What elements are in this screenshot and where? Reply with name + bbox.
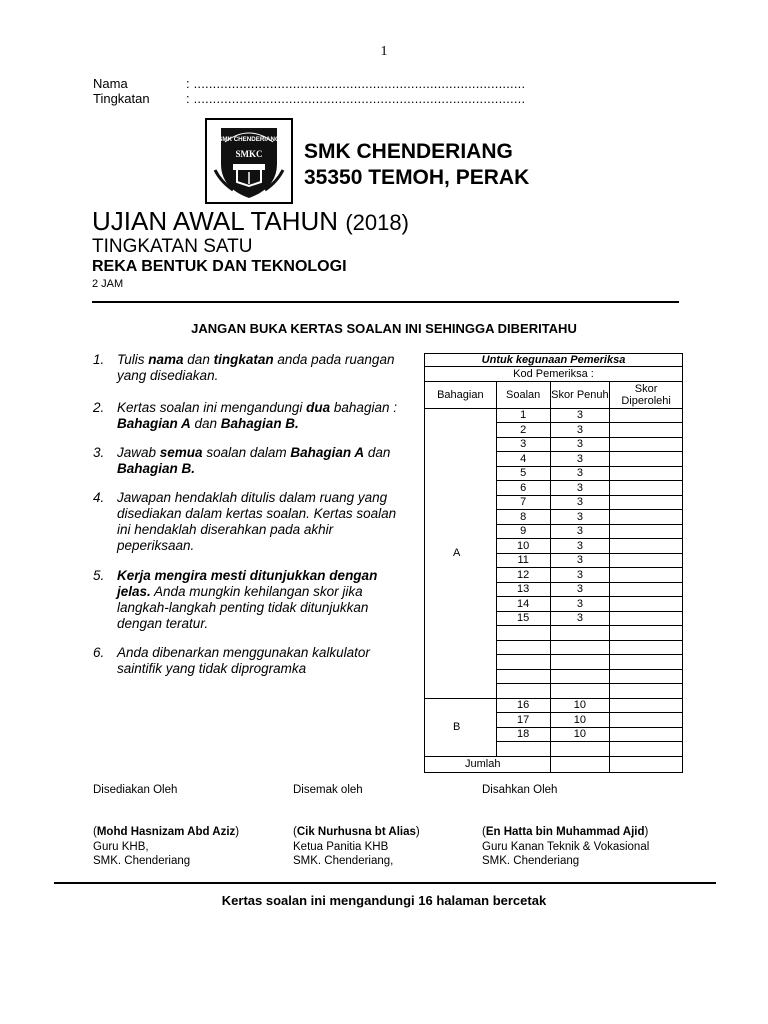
instruction-fragment: dan [190, 416, 221, 431]
instruction-text [117, 490, 403, 554]
full-score [550, 640, 610, 655]
paren-close: ) [235, 826, 240, 838]
question-number: 14 [496, 597, 550, 612]
obtained-score[interactable] [610, 524, 683, 539]
exam-title-year: (2018) [345, 210, 409, 235]
full-score [550, 655, 610, 670]
full-score: 3 [550, 510, 610, 525]
obtained-score[interactable] [610, 713, 683, 728]
signatory-name-line [293, 825, 420, 840]
full-score: 3 [550, 524, 610, 539]
question-number [496, 626, 550, 641]
obtained-score[interactable] [610, 495, 683, 510]
obtained-score[interactable] [610, 408, 683, 423]
signature-block [482, 825, 649, 869]
page-count-note: Kertas soalan ini mengandungi 16 halaman bercetak [221, 893, 547, 908]
section-label: A [425, 408, 497, 698]
instruction-fragment: dan [364, 445, 391, 460]
question-number: 16 [496, 698, 550, 713]
question-number: 2 [496, 423, 550, 438]
instruction-number: 6. [93, 645, 105, 660]
full-score: 3 [550, 423, 610, 438]
instruction-item [93, 490, 403, 554]
signatory-school: SMK. Chenderiang, [293, 855, 394, 867]
instruction-fragment: Tulis [117, 352, 149, 367]
examiner-code: Kod Pemeriksa : [425, 367, 683, 382]
score-table [424, 353, 683, 773]
table-title-row [425, 354, 683, 367]
column-header: Skor Penuh [550, 381, 610, 408]
obtained-score[interactable] [610, 553, 683, 568]
full-score: 3 [550, 495, 610, 510]
signatory-name-line [93, 825, 239, 840]
paren-close: ) [415, 826, 420, 838]
obtained-score[interactable] [610, 510, 683, 525]
instruction-fragment: soalan dalam [202, 445, 291, 460]
instruction-fragment: Jawapan hendaklah ditulis dalam ruang yang disediakan dalam kertas soalan. Kertas soalan ini hendaklah diserahkan pada akhir peperiksaan. [117, 490, 397, 553]
form-label: Tingkatan [93, 91, 150, 106]
question-number: 17 [496, 713, 550, 728]
question-number: 18 [496, 727, 550, 742]
instruction-emphasis: tingkatan [213, 352, 274, 367]
paren-close: ) [644, 826, 649, 838]
full-score: 3 [550, 553, 610, 568]
instruction-item [93, 645, 403, 677]
full-score: 10 [550, 713, 610, 728]
signatory-title: Guru KHB, [93, 840, 149, 853]
instruction-fragment: anda pada ruangan yang disediakan. [117, 352, 395, 383]
column-header: Skor Diperolehi [610, 381, 683, 408]
total-full-score [550, 756, 610, 772]
question-number: 1 [496, 408, 550, 423]
instruction-number: 3. [93, 445, 105, 460]
exam-form: TINGKATAN SATU [92, 236, 253, 257]
instruction-number: 4. [93, 490, 105, 505]
signature-block [93, 825, 239, 869]
full-score [550, 684, 610, 699]
instruction-fragment: Anda mungkin kehilangan skor jika langkah-langkah penting tidak ditunjukkan dengan teratur. [117, 584, 369, 631]
full-score: 3 [550, 452, 610, 467]
instruction-emphasis: dua [306, 400, 331, 415]
obtained-score[interactable] [610, 568, 683, 583]
instruction-fragment: dan [183, 352, 214, 367]
instruction-emphasis: Bahagian A [117, 416, 191, 431]
instruction-text [117, 645, 403, 677]
school-address: 35350 TEMOH, PERAK [304, 166, 530, 189]
page-number: 1 [380, 44, 388, 59]
full-score: 3 [550, 568, 610, 583]
full-score: 3 [550, 611, 610, 626]
name-field-line[interactable]: : ....................................................................................... [186, 76, 526, 91]
header-divider [92, 301, 679, 303]
instruction-item [93, 400, 403, 432]
question-number [496, 655, 550, 670]
table-row [425, 408, 683, 423]
signature-role: Disemak oleh [293, 784, 363, 796]
signatory-school: SMK. Chenderiang [482, 855, 580, 867]
table-total-row [425, 756, 683, 772]
question-number: 10 [496, 539, 550, 554]
full-score: 3 [550, 408, 610, 423]
question-number: 15 [496, 611, 550, 626]
warning-text: JANGAN BUKA KERTAS SOALAN INI SEHINGGA DIBERITAHU [191, 321, 577, 336]
question-number: 9 [496, 524, 550, 539]
question-number: 11 [496, 553, 550, 568]
signatory-school: SMK. Chenderiang [93, 855, 191, 867]
instruction-text [117, 400, 403, 432]
question-number: 12 [496, 568, 550, 583]
question-number: 7 [496, 495, 550, 510]
instruction-emphasis: semua [159, 445, 203, 460]
instruction-item [93, 445, 403, 477]
column-header: Soalan [496, 381, 550, 408]
instruction-number: 1. [93, 352, 105, 367]
table-header-row [425, 381, 683, 408]
instruction-number: 2. [93, 400, 105, 415]
instruction-fragment: Anda dibenarkan menggunakan kalkulator saintifik yang tidak diprogramka [117, 645, 370, 676]
paren-open: ( [293, 826, 297, 838]
signatory-title: Ketua Panitia KHB [293, 840, 389, 853]
full-score: 10 [550, 727, 610, 742]
question-number: 6 [496, 481, 550, 496]
question-number: 3 [496, 437, 550, 452]
school-logo [205, 118, 293, 204]
instruction-emphasis: nama [148, 352, 184, 367]
question-number: 4 [496, 452, 550, 467]
obtained-score[interactable] [610, 582, 683, 597]
full-score: 3 [550, 466, 610, 481]
exam-subject: REKA BENTUK DAN TEKNOLOGI [92, 258, 347, 275]
obtained-score[interactable] [610, 655, 683, 670]
exam-title [92, 206, 409, 237]
footer-divider [54, 882, 716, 884]
full-score [550, 669, 610, 684]
obtained-score[interactable] [610, 539, 683, 554]
school-name: SMK CHENDERIANG [304, 140, 513, 163]
signature-block [293, 825, 420, 869]
table-kod-row [425, 367, 683, 382]
instruction-item [93, 568, 403, 632]
signature-role: Disahkan Oleh [482, 784, 558, 796]
obtained-score[interactable] [610, 437, 683, 452]
obtained-score[interactable] [610, 611, 683, 626]
full-score: 3 [550, 481, 610, 496]
total-obtained-score[interactable] [610, 756, 683, 772]
instruction-number: 5. [93, 568, 105, 583]
total-label: Jumlah [425, 756, 551, 772]
question-number [496, 640, 550, 655]
instruction-emphasis: Bahagian A [290, 445, 365, 460]
section-label: B [425, 698, 497, 756]
signatory-name: Cik Nurhusna bt Alias [296, 826, 416, 838]
obtained-score[interactable] [610, 597, 683, 612]
instruction-text [117, 445, 403, 477]
obtained-score[interactable] [610, 742, 683, 757]
full-score: 3 [550, 539, 610, 554]
signatory-title: Guru Kanan Teknik & Vokasional [482, 840, 650, 853]
instruction-emphasis: Kerja mengira mesti ditunjukkan dengan jelas. [117, 568, 378, 599]
obtained-score[interactable] [610, 423, 683, 438]
instruction-emphasis: Bahagian B. [117, 461, 196, 476]
question-number: 8 [496, 510, 550, 525]
question-number [496, 669, 550, 684]
question-number: 13 [496, 582, 550, 597]
column-header: Bahagian [425, 381, 497, 408]
instruction-emphasis: Bahagian B. [220, 416, 299, 431]
obtained-score[interactable] [610, 669, 683, 684]
instruction-fragment: Kertas soalan ini mengandungi [117, 400, 307, 415]
obtained-score[interactable] [610, 684, 683, 699]
obtained-score[interactable] [610, 698, 683, 713]
obtained-score[interactable] [610, 481, 683, 496]
instruction-text [117, 568, 403, 632]
obtained-score[interactable] [610, 466, 683, 481]
question-number: 5 [496, 466, 550, 481]
exam-duration: 2 JAM [92, 278, 124, 290]
obtained-score[interactable] [610, 626, 683, 641]
logo-monogram: SMKC [235, 149, 263, 159]
instruction-fragment: bahagian : [330, 400, 397, 415]
full-score [550, 626, 610, 641]
full-score: 3 [550, 582, 610, 597]
full-score: 3 [550, 597, 610, 612]
obtained-score[interactable] [610, 640, 683, 655]
table-row [425, 698, 683, 713]
table-title: Untuk kegunaan Pemeriksa [425, 354, 683, 367]
full-score [550, 742, 610, 757]
instruction-fragment: Jawab [117, 445, 160, 460]
name-label: Nama [93, 76, 128, 91]
exam-title-main: UJIAN AWAL TAHUN [92, 206, 339, 236]
logo-top-text: SMK CHENDERIANG [218, 136, 280, 143]
paren-open: ( [93, 826, 97, 838]
obtained-score[interactable] [610, 452, 683, 467]
form-field-line[interactable]: : ....................................................................................... [186, 91, 526, 106]
full-score: 3 [550, 437, 610, 452]
signature-role: Disediakan Oleh [93, 784, 178, 796]
signatory-name-line [482, 825, 649, 840]
paren-open: ( [482, 826, 486, 838]
obtained-score[interactable] [610, 727, 683, 742]
signatory-name: En Hatta bin Muhammad Ajid [485, 826, 645, 838]
full-score: 10 [550, 698, 610, 713]
instruction-text [117, 352, 403, 384]
instruction-item [93, 352, 403, 384]
signatory-name: Mohd Hasnizam Abd Aziz [96, 826, 236, 838]
question-number [496, 684, 550, 699]
question-number [496, 742, 550, 757]
